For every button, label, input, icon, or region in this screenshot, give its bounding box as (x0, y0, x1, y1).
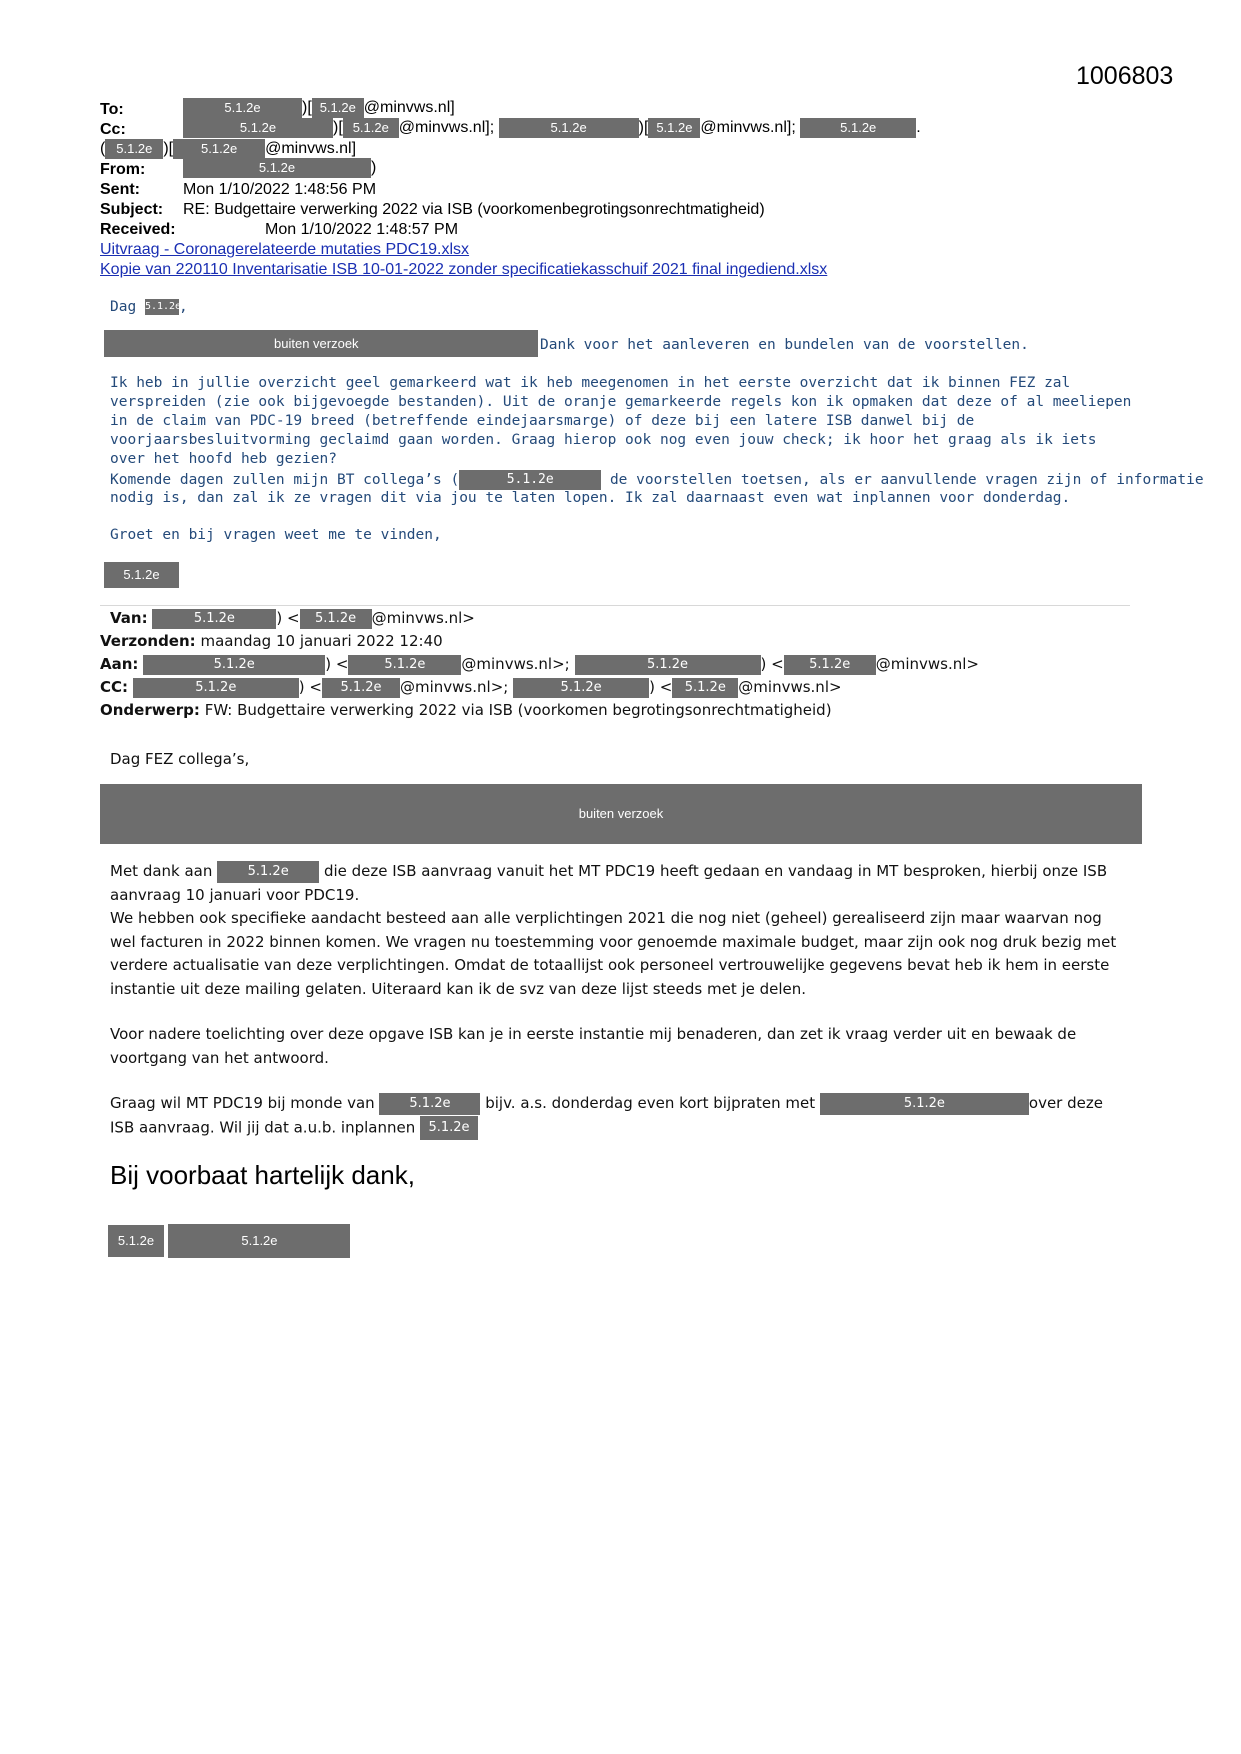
forward-paragraph: We hebben ook specifieke aandacht besteed aan alle verplichtingen 2021 die nog niet (geheel) gerealiseerd zijn maar waarvan nog wel facturen in 2022 binnen komen. We vragen nu toestemming voor genoemde maximale budget, maar zijn ook nog druk bezig met verdere actualisatie van deze verplichtingen. Omdat de totaallijst ook personeel vertrouwelijke gegevens bevat heb ik hem in eerste instantie uit deze mailing gelaten. Uiteraard kan ik de svz van deze lijst steeds met je delen. (110, 909, 1117, 998)
redaction: 5.1.2e (152, 609, 276, 629)
forward-from: Van: 5.1.2e ) < 5.1.2e @minvws.nl> (110, 609, 475, 627)
cc-value: 5.1.2e )[ 5.1.2e @minvws.nl]; 5.1.2e )[ 5.1.2e @minvws.nl]; 5.1.2e . (183, 118, 921, 138)
redaction: 5.1.2e (183, 98, 302, 118)
email-domain: @minvws.nl] (265, 140, 357, 158)
reply-closing: Groet en bij vragen weet me te vinden, (110, 527, 442, 543)
forward-signature (108, 1224, 350, 1258)
cc-label: Cc: (100, 121, 126, 138)
sent-value: Mon 1/10/2022 1:48:56 PM (183, 181, 377, 198)
redaction: 5.1.2e (672, 678, 738, 698)
withheld-block: buiten verzoek (100, 784, 1142, 844)
redaction: 5.1.2e (143, 655, 325, 675)
to-value: 5.1.2e )[ 5.1.2e @minvws.nl] (183, 98, 455, 118)
reply-paragraph-2-line-2: nodig is, dan zal ik ze vragen dit via jou te laten lopen. Ik zal daarnaast even wat inplannen voor donderdag. (110, 490, 1071, 506)
redaction: 5.1.2e (800, 118, 916, 138)
attachment-link[interactable]: Kopie van 220110 Inventarisatie ISB 10-01-2022 zonder specificatiekasschuif 2021 final ingediend.xlsx (100, 261, 828, 278)
email-domain: @minvws.nl] (363, 99, 455, 117)
received-value: Mon 1/10/2022 1:48:57 PM (265, 221, 459, 238)
from-value: 5.1.2e ) (183, 158, 376, 178)
redaction: 5.1.2e (820, 1093, 1029, 1115)
withheld-block: buiten verzoek (104, 330, 538, 357)
reply-signature (104, 562, 179, 588)
forward-closing: Bij voorbaat hartelijk dank, (110, 1160, 415, 1190)
subject-value: RE: Budgettaire verwerking 2022 via ISB (voorkomenbegrotingsonrechtmatigheid) (183, 201, 765, 218)
from-label: From: (100, 161, 146, 178)
received-label: Received: (100, 221, 176, 238)
redaction: 5.1.2e (420, 1116, 478, 1140)
redaction: 5.1.2e (105, 139, 163, 159)
redaction: 5.1.2e (217, 861, 319, 883)
email-domain: @minvws.nl]; (398, 119, 495, 137)
forward-paragraph-1-line-2: aanvraag 10 januari voor PDC19. (110, 886, 360, 904)
document-id: 1006803 (1076, 62, 1174, 90)
email-domain: @minvws.nl]; (700, 119, 796, 137)
to-label: To: (100, 101, 124, 118)
reply-paragraph: Ik heb in jullie overzicht geel gemarkeerd wat ik heb meegenomen in het eerste overzicht dat ik binnen FEZ zal verspreiden (zie ook bijgevoegde bestanden). Uit de oranje gemarkeerde regels kon ik opmaken dat deze of al meeliepen in de claim van PDC-19 breed (betreffende eindejaarsmarge) of deze bij een latere ISB danwel bij de voorjaarsbesluitvorming geclaimd gaan worden. Graag hierop ook nog even jouw check; ik hoor het graag als ik iets over het hoofd heb gezien? (110, 375, 1132, 467)
redaction: 5.1.2e (322, 678, 400, 698)
sent-label: Sent: (100, 181, 140, 198)
subject-label: Subject: (100, 201, 164, 218)
forward-cc: CC: 5.1.2e ) < 5.1.2e @minvws.nl>; 5.1.2e ) < 5.1.2e @minvws.nl> (100, 678, 842, 696)
redaction: 5.1.2e (183, 118, 333, 138)
redaction: 5.1.2e (459, 470, 601, 490)
redaction: 5.1.2e (173, 139, 265, 159)
forward-greeting: Dag FEZ collega’s, (110, 750, 250, 768)
redaction: 5.1.2e (145, 299, 179, 315)
divider (100, 605, 1130, 606)
redaction: 5.1.2e (183, 158, 371, 178)
forward-subject: Onderwerp: FW: Budgettaire verwerking 2022 via ISB (voorkomen begrotingsonrechtmatigheid) (100, 701, 832, 719)
redaction: 5.1.2e (784, 655, 876, 675)
attachment-link[interactable]: Uitvraag - Coronagerelateerde mutaties PDC19.xlsx (100, 241, 470, 258)
redaction: 5.1.2e (300, 609, 372, 629)
redaction: 5.1.2e (133, 678, 299, 698)
redaction: 5.1.2e (575, 655, 761, 675)
redaction: 5.1.2e (499, 118, 639, 138)
redaction: 5.1.2e (513, 678, 649, 698)
redaction: 5.1.2e (343, 118, 399, 138)
redaction: 5.1.2e (108, 1225, 164, 1257)
forward-paragraph-1-line-1: Met dank aan 5.1.2e die deze ISB aanvraag vanuit het MT PDC19 heeft gedaan en vandaag in MT besproken, hierbij onze ISB (110, 860, 1107, 884)
forward-to: Aan: 5.1.2e ) < 5.1.2e @minvws.nl>; 5.1.2e ) < 5.1.2e @minvws.nl> (100, 655, 979, 673)
forward-sent: Verzonden: maandag 10 januari 2022 12:40 (100, 632, 443, 650)
redaction: 5.1.2e (168, 1224, 350, 1258)
forward-paragraph-4-line-2: ISB aanvraag. Wil jij dat a.u.b. inplannen 5.1.2e (110, 1116, 478, 1140)
redaction: 5.1.2e (312, 98, 364, 118)
cc-value-continued: ( 5.1.2e )[ 5.1.2e @minvws.nl] (100, 140, 357, 158)
redaction: 5.1.2e (348, 655, 461, 675)
redaction: 5.1.2e (648, 118, 700, 138)
redaction: 5.1.2e (104, 562, 179, 588)
redaction: 5.1.2e (379, 1093, 480, 1115)
forward-paragraph-4-line-1: Graag wil MT PDC19 bij monde van 5.1.2e bijv. a.s. donderdag even kort bijpraten met 5.1.2e over deze (110, 1092, 1103, 1116)
reply-thanks: Dank voor het aanleveren en bundelen van de voorstellen. (540, 337, 1029, 353)
forward-paragraph: Voor nadere toelichting over deze opgave ISB kan je in eerste instantie mij benaderen, dan zet ik vraag verder uit en bewaak de voortgang van het antwoord. (110, 1025, 1077, 1067)
reply-paragraph-2-line-1: Komende dagen zullen mijn BT collega’s ( 5.1.2e de voorstellen toetsen, als er aanvullende vragen zijn of informatie (110, 472, 1204, 488)
reply-greeting: Dag 5.1.2e, (110, 299, 188, 315)
